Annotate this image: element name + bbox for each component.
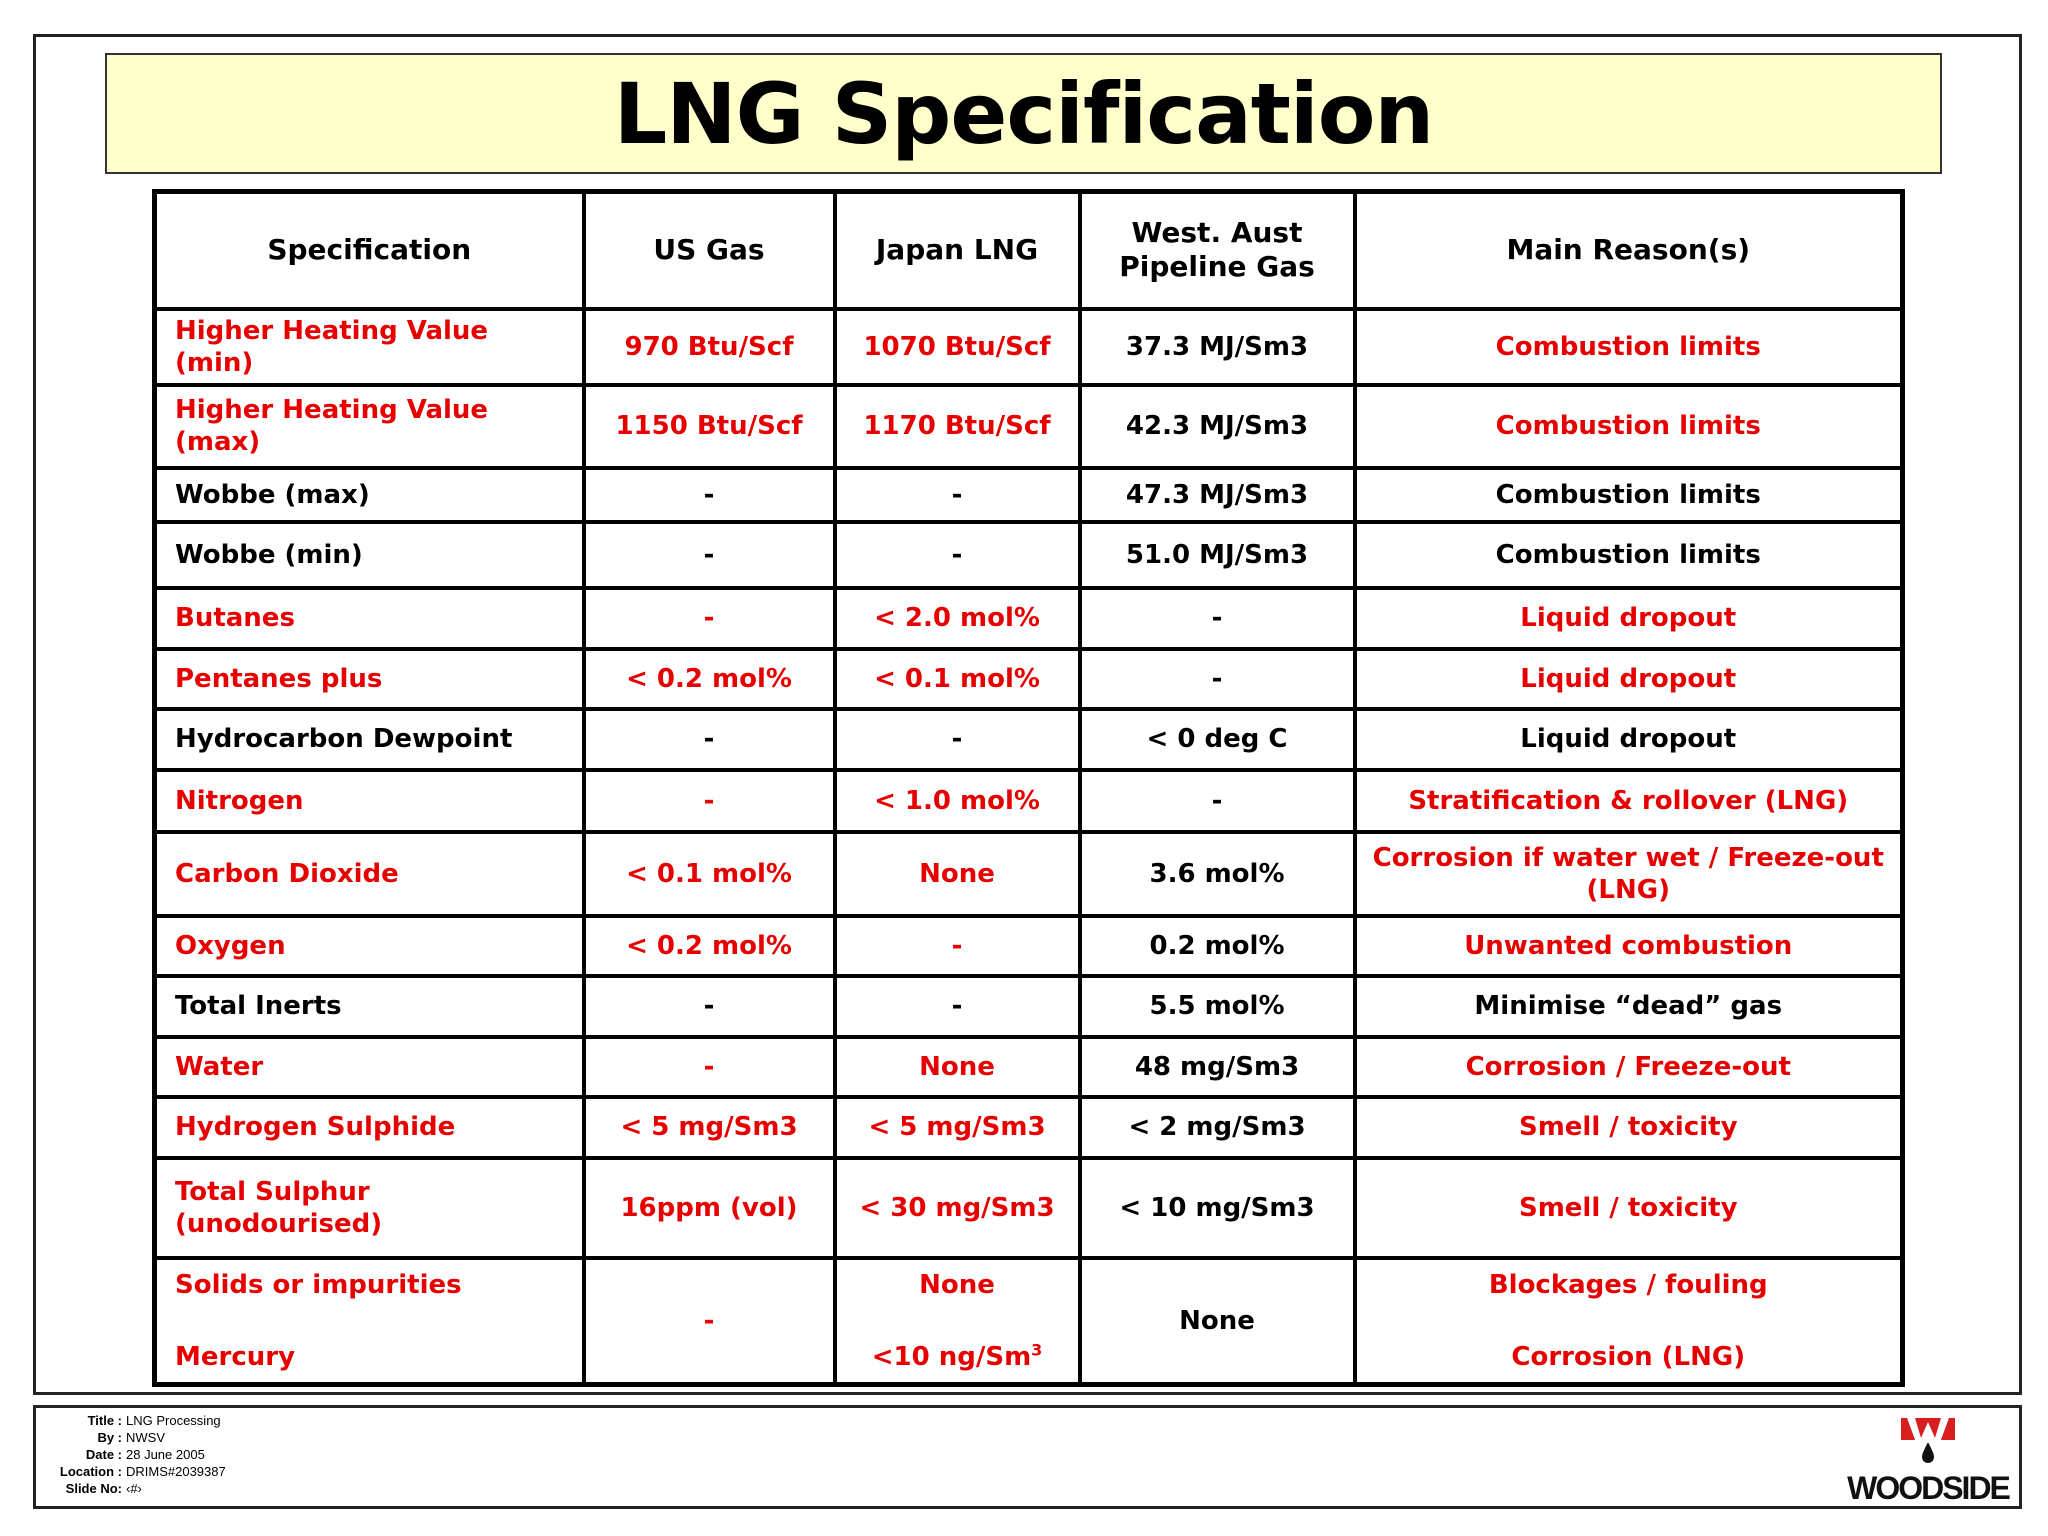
cell-wa: -	[1080, 770, 1355, 832]
cell-wa: -	[1080, 588, 1355, 649]
header-us-gas: US Gas	[584, 192, 835, 309]
table-row	[155, 916, 1903, 976]
cell-japan: -	[835, 976, 1080, 1037]
table-row	[155, 1258, 1903, 1385]
cell-us: < 5 mg/Sm3	[584, 1097, 835, 1158]
cell-spec: Total Sulphur (unodourised)	[155, 1158, 584, 1258]
cell-wa: 5.5 mol%	[1080, 976, 1355, 1037]
cell-japan-line1: None	[919, 1269, 995, 1300]
cell-spec-line2: Mercury	[175, 1341, 296, 1372]
cell-japan: < 30 mg/Sm3	[835, 1158, 1080, 1258]
title-banner	[105, 53, 1942, 174]
meta-title-label: Title :	[87, 1413, 122, 1428]
cell-us: 1150 Btu/Scf	[584, 385, 835, 468]
cell-japan: -	[835, 522, 1080, 588]
cell-us: -	[584, 976, 835, 1037]
table-row	[155, 709, 1903, 770]
cell-spec	[155, 1258, 584, 1385]
cell-japan: None	[835, 832, 1080, 916]
cell-wa: 47.3 MJ/Sm3	[1080, 468, 1355, 522]
woodside-logo	[1838, 1418, 2018, 1504]
cell-reason: Liquid dropout	[1355, 709, 1903, 770]
table-row	[155, 976, 1903, 1037]
cell-reason: Corrosion if water wet / Freeze-out (LNG)	[1355, 832, 1903, 916]
mercury-superscript: 3	[1031, 1340, 1043, 1360]
cell-spec: Higher Heating Value (min)	[155, 309, 584, 385]
cell-reason	[1355, 1258, 1903, 1385]
table-row	[155, 588, 1903, 649]
cell-wa: < 0 deg C	[1080, 709, 1355, 770]
cell-spec: Higher Heating Value (max)	[155, 385, 584, 468]
spec-table	[152, 189, 1905, 1387]
meta-date-value: 28 June 2005	[126, 1447, 205, 1462]
cell-spec: Hydrogen Sulphide	[155, 1097, 584, 1158]
cell-wa: < 10 mg/Sm3	[1080, 1158, 1355, 1258]
mercury-value: <10 ng/Sm	[871, 1341, 1032, 1372]
cell-reason: Combustion limits	[1355, 385, 1903, 468]
cell-japan: < 1.0 mol%	[835, 770, 1080, 832]
cell-wa: 51.0 MJ/Sm3	[1080, 522, 1355, 588]
cell-us: -	[584, 770, 835, 832]
cell-us: < 0.2 mol%	[584, 649, 835, 709]
cell-reason-line2: Corrosion (LNG)	[1511, 1341, 1746, 1372]
slide-metadata	[40, 1412, 226, 1497]
cell-reason: Smell / toxicity	[1355, 1097, 1903, 1158]
cell-wa: None	[1080, 1258, 1355, 1385]
cell-reason: Liquid dropout	[1355, 649, 1903, 709]
cell-wa: 3.6 mol%	[1080, 832, 1355, 916]
table-row	[155, 309, 1903, 385]
table-row	[155, 1158, 1903, 1258]
woodside-logo-icon	[1901, 1418, 1955, 1464]
cell-us: -	[584, 1258, 835, 1385]
header-west-aust-text: West. Aust Pipeline Gas	[1119, 216, 1315, 284]
cell-spec: Oxygen	[155, 916, 584, 976]
table-header-row	[155, 192, 1903, 309]
table-row	[155, 649, 1903, 709]
cell-us: < 0.2 mol%	[584, 916, 835, 976]
cell-japan: 1070 Btu/Scf	[835, 309, 1080, 385]
cell-wa: 37.3 MJ/Sm3	[1080, 309, 1355, 385]
cell-japan: < 5 mg/Sm3	[835, 1097, 1080, 1158]
cell-japan: 1170 Btu/Scf	[835, 385, 1080, 468]
cell-japan: < 2.0 mol%	[835, 588, 1080, 649]
cell-japan	[835, 1258, 1080, 1385]
table-row	[155, 522, 1903, 588]
cell-reason: Stratification & rollover (LNG)	[1355, 770, 1903, 832]
table-row	[155, 770, 1903, 832]
cell-japan: None	[835, 1037, 1080, 1097]
cell-wa: -	[1080, 649, 1355, 709]
cell-spec: Hydrocarbon Dewpoint	[155, 709, 584, 770]
cell-wa: < 2 mg/Sm3	[1080, 1097, 1355, 1158]
table-row	[155, 468, 1903, 522]
table-row	[155, 1037, 1903, 1097]
cell-spec: Carbon Dioxide	[155, 832, 584, 916]
cell-spec: Total Inerts	[155, 976, 584, 1037]
cell-us: 16ppm (vol)	[584, 1158, 835, 1258]
footer-frame	[33, 1405, 2022, 1509]
cell-japan: < 0.1 mol%	[835, 649, 1080, 709]
cell-spec: Nitrogen	[155, 770, 584, 832]
cell-japan-line2	[851, 1341, 1064, 1373]
cell-reason: Combustion limits	[1355, 468, 1903, 522]
woodside-wordmark: WOODSIDE	[1847, 1470, 2009, 1506]
cell-spec: Butanes	[155, 588, 584, 649]
cell-us: -	[584, 468, 835, 522]
cell-reason: Unwanted combustion	[1355, 916, 1903, 976]
cell-us: 970 Btu/Scf	[584, 309, 835, 385]
meta-slide-label: Slide No:	[65, 1481, 122, 1496]
cell-wa: 48 mg/Sm3	[1080, 1037, 1355, 1097]
page-title: LNG Specification	[613, 64, 1434, 163]
header-main-reasons: Main Reason(s)	[1355, 192, 1903, 309]
cell-us: -	[584, 522, 835, 588]
header-japan-lng: Japan LNG	[835, 192, 1080, 309]
table-row	[155, 832, 1903, 916]
cell-reason: Minimise “dead” gas	[1355, 976, 1903, 1037]
cell-spec: Water	[155, 1037, 584, 1097]
cell-spec-line1: Solids or impurities	[175, 1269, 462, 1300]
cell-spec: Wobbe (max)	[155, 468, 584, 522]
meta-location-value: DRIMS#2039387	[126, 1464, 226, 1479]
meta-title-value: LNG Processing	[126, 1413, 221, 1428]
table-row	[155, 385, 1903, 468]
meta-by-value: NWSV	[126, 1430, 165, 1445]
cell-spec: Wobbe (min)	[155, 522, 584, 588]
header-west-aust	[1080, 192, 1355, 309]
cell-reason: Combustion limits	[1355, 309, 1903, 385]
cell-japan: -	[835, 709, 1080, 770]
cell-reason: Liquid dropout	[1355, 588, 1903, 649]
table-row	[155, 1097, 1903, 1158]
cell-japan: -	[835, 916, 1080, 976]
cell-us: -	[584, 588, 835, 649]
meta-by-label: By :	[97, 1430, 122, 1445]
meta-location-label: Location :	[59, 1464, 122, 1479]
cell-japan: -	[835, 468, 1080, 522]
cell-reason-line1: Blockages / fouling	[1488, 1269, 1768, 1300]
cell-reason: Smell / toxicity	[1355, 1158, 1903, 1258]
cell-us: -	[584, 1037, 835, 1097]
meta-date-label: Date :	[85, 1447, 122, 1462]
cell-spec: Pentanes plus	[155, 649, 584, 709]
cell-wa: 0.2 mol%	[1080, 916, 1355, 976]
meta-slide-value: ‹#›	[126, 1481, 142, 1496]
header-specification: Specification	[155, 192, 584, 309]
cell-us: -	[584, 709, 835, 770]
cell-us: < 0.1 mol%	[584, 832, 835, 916]
cell-wa: 42.3 MJ/Sm3	[1080, 385, 1355, 468]
cell-reason: Combustion limits	[1355, 522, 1903, 588]
cell-reason: Corrosion / Freeze-out	[1355, 1037, 1903, 1097]
